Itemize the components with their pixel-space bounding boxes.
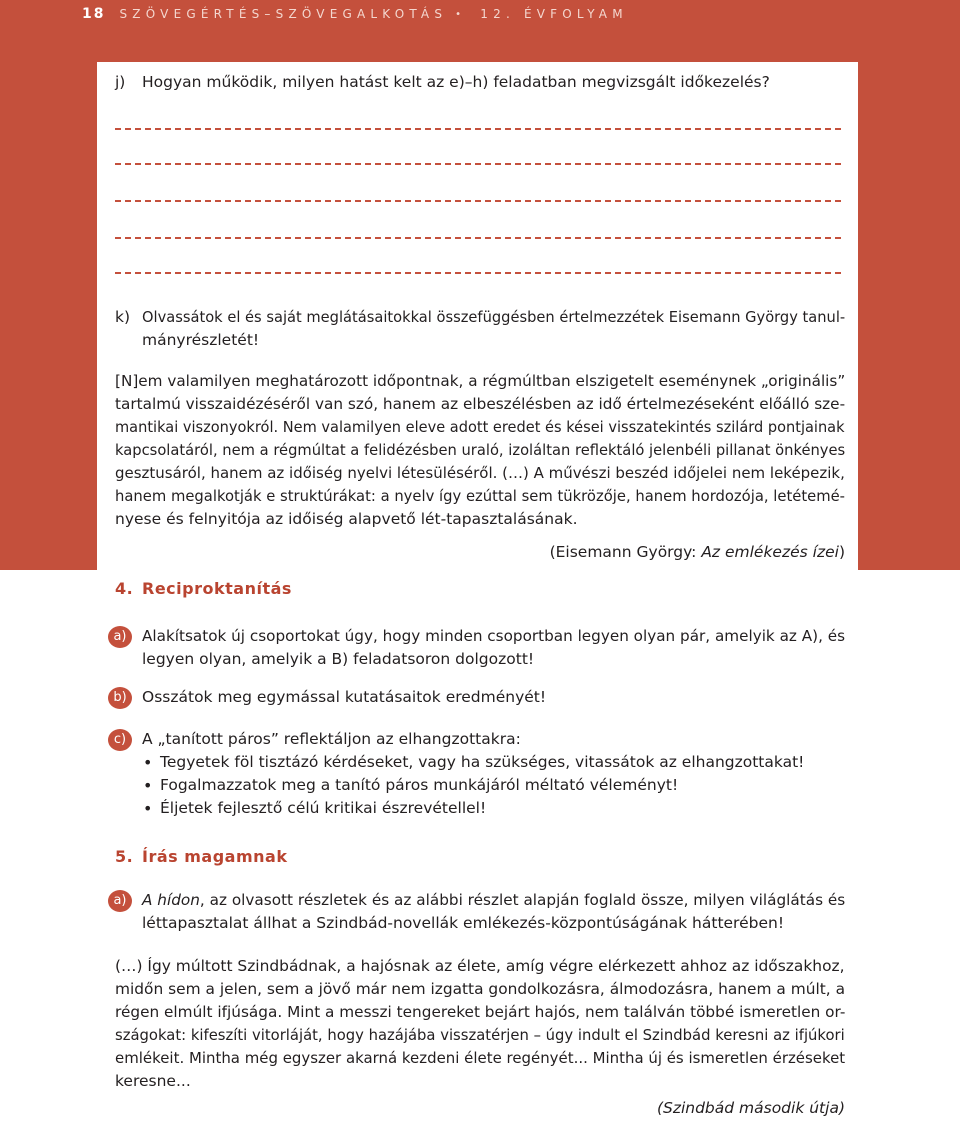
section4-b-badge: b)	[108, 687, 132, 709]
section4-bullet-3: Éljetek fejlesztő célú kritikai észrevétellel!	[160, 799, 487, 817]
quote2-line-5: emlékeit. Mintha még egyszer akarná kezdeni élete regényét... Mintha új és ismeretlen érzéseket	[115, 1049, 846, 1067]
answer-line-5[interactable]	[115, 272, 841, 274]
section5-a-line-2: léttapasztalat állhat a Szindbád-novellák emlékezés-központúságának hátterében!	[142, 914, 785, 932]
answer-line-3[interactable]	[115, 200, 841, 202]
quote2-source: (Szindbád második útja)	[656, 1099, 845, 1117]
quote1-line-5: gesztusáról, hanem az időiség nyelvi létesüléséről. (…) A művészi beszéd időjelei nem leképezik,	[115, 464, 845, 482]
section4-bullet-2: Fogalmazzatok meg a tanító páros munkájáról méltató véleményt!	[160, 776, 679, 794]
section4-c-badge: c)	[108, 729, 132, 751]
task-k-line-2: mányrészletét!	[142, 331, 260, 349]
section5-number: 5.	[115, 847, 134, 866]
quote1-line-3: mantikai viszonyokról. Nem valamilyen eleve adott eredet és kései visszatekintés szilárd pontjainak	[115, 418, 845, 436]
quote1-line-7: nyese és felnyitója az időiség alapvető lét-tapasztalásának.	[115, 510, 578, 528]
series-title: SZÖVEGÉRTÉS–SZÖVEGALKOTÁS	[119, 7, 448, 21]
task-j-label: j)	[115, 73, 126, 91]
answer-line-4[interactable]	[115, 237, 841, 239]
section4-a-line-2: legyen olyan, amelyik a B) feladatsoron dolgozott!	[142, 650, 535, 668]
task-k-line-1: Olvassátok el és saját meglátásaitokkal összefüggésben értelmezzétek Eisemann György tanul-	[142, 308, 846, 326]
section5-a-line-1: A hídon, az olvasott részletek és az alábbi részlet alapján foglald össze, milyen világlátás és	[142, 891, 846, 909]
answer-line-2[interactable]	[115, 163, 841, 165]
running-header	[82, 2, 628, 26]
quote2-line-6: keresne...	[115, 1072, 191, 1090]
band-corner-left	[0, 548, 22, 570]
section4-bullet-1: Tegyetek föl tisztázó kérdéseket, vagy ha szükséges, vitassátok az elhangzottakat!	[160, 753, 805, 771]
section4-a-line-1: Alakítsatok új csoportokat úgy, hogy minden csoportban legyen olyan pár, amelyik az A), és	[142, 627, 846, 645]
quote1-line-2: tartalmú visszaidézéséről van szó, hanem az elbeszélésben az idő értelmezéseként előálló sze-	[115, 395, 846, 413]
quote1-line-4: kapcsolatáról, nem a régmúltat a felidézésben uraló, izoláltan reflektáló jelenbéli pillanat önkényes	[115, 441, 846, 459]
section4-number: 4.	[115, 579, 134, 598]
task-k-label: k)	[115, 308, 131, 326]
quote2-line-4: szágokat: kifeszíti vitorláját, hogy hazájába visszatérjen – úgy indult el Szindbád keresni az ifjúkori	[115, 1026, 845, 1044]
section5-a-badge: a)	[108, 890, 132, 912]
quote2-line-2: midőn sem a jelen, sem a jövő már nem izgatta gondolkozásra, álmodozásra, hanem a múlt, a	[115, 980, 846, 998]
quote1-line-6: hanem megalkotják e struktúrákat: a nyelv így ezúttal sem tükrözője, hanem hordozója, letétemé-	[115, 487, 846, 505]
quote2-line-1: (…) Így múltott Szindbádnak, a hajósnak az élete, amíg végre elérkezett ahhoz az időszakhoz,	[115, 957, 845, 975]
task-j-question: Hogyan működik, milyen hatást kelt az e)–h) feladatban megvizsgált időkezelés?	[142, 73, 770, 91]
section4-title: Reciproktanítás	[142, 579, 292, 598]
answer-line-1[interactable]	[115, 128, 841, 130]
section4-c-text: A „tanított páros” reflektáljon az elhangzottakra:	[142, 730, 521, 748]
quote1-source: (Eisemann György: Az emlékezés ízei)	[549, 543, 845, 561]
quote2-line-3: régen elmúlt ifjúsága. Mint a messzi tengereket bejárt hajós, nem találván többé ismeretlen or-	[115, 1003, 846, 1021]
header-separator-dot: •	[455, 8, 467, 20]
section4-a-badge: a)	[108, 626, 132, 648]
band-corner-right	[938, 548, 960, 570]
section4-b-text: Osszátok meg egymással kutatásaitok eredményét!	[142, 688, 547, 706]
bullet-icon: •	[143, 799, 153, 818]
bullet-icon: •	[143, 776, 153, 795]
quote1-line-1: [N]em valamilyen meghatározott időpontnak, a régmúltban elszigetelt eseménynek „originális”	[115, 372, 846, 390]
section5-title: Írás magamnak	[142, 847, 288, 866]
bullet-icon: •	[143, 753, 153, 772]
page-number: 18	[82, 6, 106, 22]
grade-label: 12. ÉVFOLYAM	[480, 7, 628, 21]
